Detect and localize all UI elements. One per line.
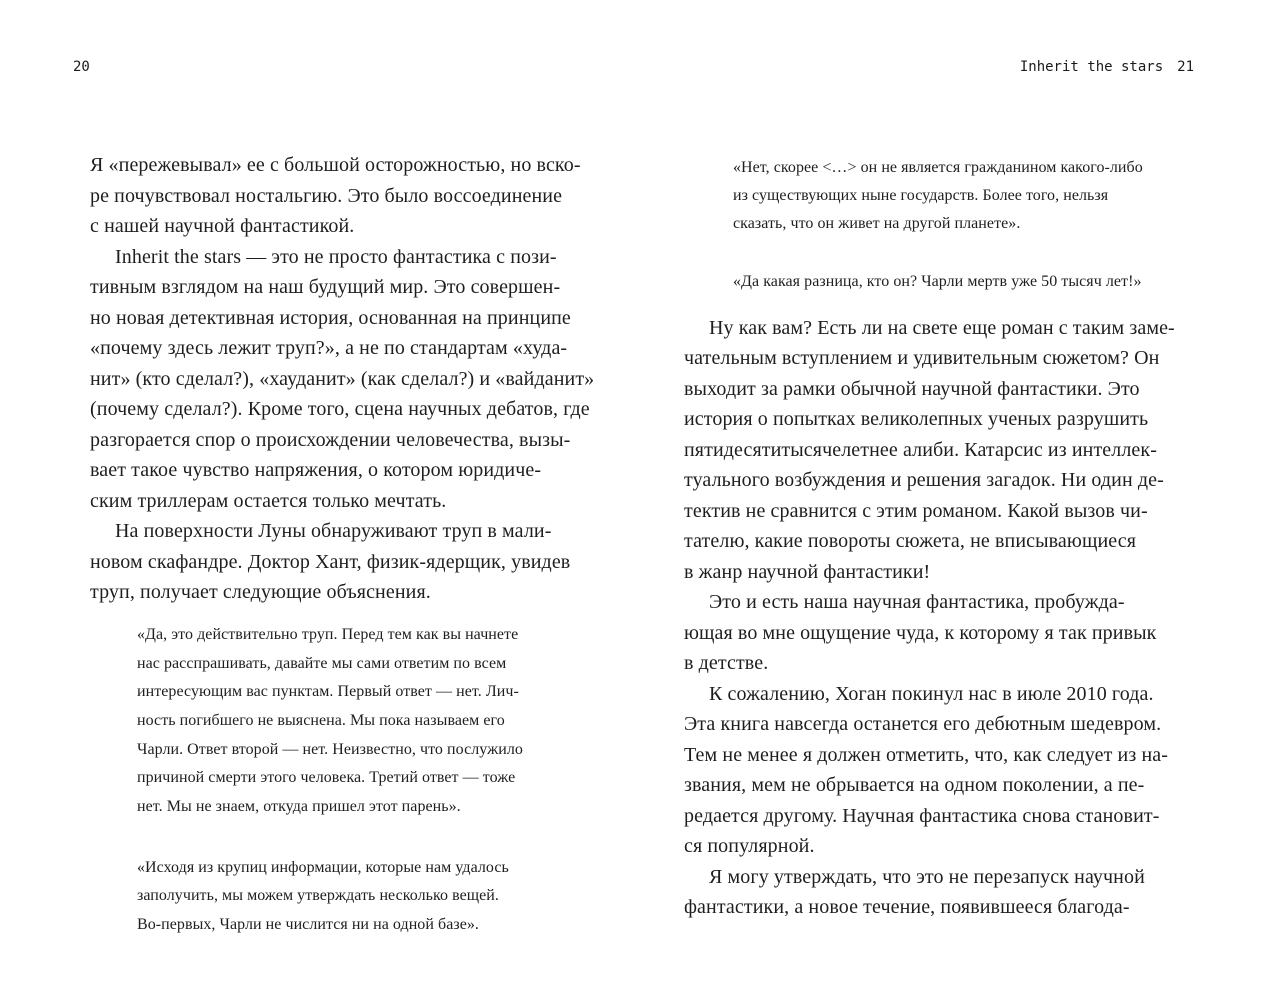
body-line: (почему сделал?). Кроме того, сцена научных дебатов, где (90, 398, 590, 420)
body-line: ре почувствовал ностальгию. Это было воссоединение (90, 185, 563, 207)
body-line: звания, мем не обрывается на одном поколении, а пе- (684, 774, 1145, 796)
body-line: новом скафандре. Доктор Хант, физик-ядерщик, увидев (90, 551, 571, 573)
quote-line: ность погибшего не выяснена. Мы пока называем его (137, 712, 505, 729)
body-line: история о попытках великолепных ученых разрушить (684, 408, 1149, 430)
body-line: чательным вступлением и удивительным сюжетом? Он (684, 347, 1160, 369)
body-line: ским триллерам остается только мечтать. (90, 490, 447, 512)
running-head (1020, 57, 1194, 77)
quote-line: из существующих ныне государств. Более того, нельзя (733, 187, 1109, 204)
body-line: ся популярной. (684, 835, 815, 857)
body-line: На поверхности Луны обнаруживают труп в мали- (115, 520, 552, 542)
page-number-left: 20 (73, 59, 90, 75)
body-line: Ну как вам? Есть ли на свете еще роман с таким заме- (709, 317, 1175, 339)
quote-line: нет. Мы не знаем, откуда пришел этот парень». (137, 798, 461, 815)
body-line: Это и есть наша научная фантастика, пробужда- (709, 591, 1125, 613)
quote-line: интересующим вас пунктам. Первый ответ — нет. Лич- (137, 683, 519, 700)
body-line: Я «пережевывал» ее с большой осторожностью, но вско- (90, 154, 581, 176)
quote-line: нас расспрашивать, давайте мы сами ответим по всем (137, 655, 507, 672)
body-line: тивным взглядом на наш будущий мир. Это совершен- (90, 276, 561, 298)
body-line: Я могу утверждать, что это не перезапуск научной (709, 866, 1145, 888)
quote-line: заполучить, мы можем утверждать несколько вещей. (137, 887, 499, 904)
quote-line: «Нет, скорее <…> он не является гражданином какого-либо (733, 159, 1143, 176)
body-line: туального возбуждения и решения загадок. Ни один де- (684, 469, 1164, 491)
body-line: Inherit the stars — это не просто фантастика с пози- (115, 246, 557, 268)
body-line: Эта книга навсегда останется его дебютным шедевром. (684, 713, 1162, 735)
page-number-right: 21 (1177, 59, 1194, 75)
body-line: но новая детективная история, основанная на принципе (90, 307, 571, 329)
body-line: К сожалению, Хоган покинул нас в июле 2010 года. (709, 683, 1154, 705)
quote-line: причиной смерти этого человека. Третий ответ — тоже (137, 769, 516, 786)
body-line: фантастики, а новое течение, появившееся благода- (684, 896, 1130, 918)
quote-line: «Да, это действительно труп. Перед тем как вы начнете (137, 626, 519, 643)
body-line: выходит за рамки обычной научной фантастики. Это (684, 378, 1140, 400)
quote-line: Во-первых, Чарли не числится ни на одной базе». (137, 916, 479, 933)
body-line: вает такое чувство напряжения, о котором юридиче- (90, 459, 542, 481)
body-line: тателю, какие повороты сюжета, не вписывающиеся (684, 530, 1137, 552)
body-line: «почему здесь лежит труп?», а не по стандартам «худа- (90, 337, 568, 359)
body-line: труп, получает следующие объяснения. (90, 581, 431, 603)
body-line: Тем не менее я должен отметить, что, как следует из на- (684, 744, 1168, 766)
body-line: пятидесятитысячелетнее алиби. Катарсис из интеллек- (684, 439, 1157, 461)
body-line: ющая во мне ощущение чуда, к которому я так привык (684, 622, 1157, 644)
body-line: в жанр научной фантастики! (684, 561, 931, 583)
quote-line: «Да какая разница, кто он? Чарли мертв уже 50 тысяч лет!» (733, 273, 1142, 290)
right-page (633, 0, 1267, 1000)
body-line: редается другому. Научная фантастика снова становит- (684, 805, 1160, 827)
body-line: в детстве. (684, 652, 769, 674)
body-line: с нашей научной фантастикой. (90, 215, 355, 237)
body-line: разгорается спор о происхождении человечества, вызы- (90, 429, 571, 451)
quote-line: сказать, что он живет на другой планете». (733, 215, 1021, 232)
body-line: тектив не сравнится с этим романом. Какой вызов чи- (684, 500, 1148, 522)
running-head-title: Inherit the stars (1019, 59, 1164, 75)
left-page (0, 0, 633, 1000)
body-line: нит» (кто сделал?), «хауданит» (как сделал?) и «вайданит» (90, 368, 595, 390)
quote-line: «Исходя из крупиц информации, которые нам удалось (137, 859, 509, 876)
quote-line: Чарли. Ответ второй — нет. Неизвестно, что послужило (137, 741, 523, 758)
